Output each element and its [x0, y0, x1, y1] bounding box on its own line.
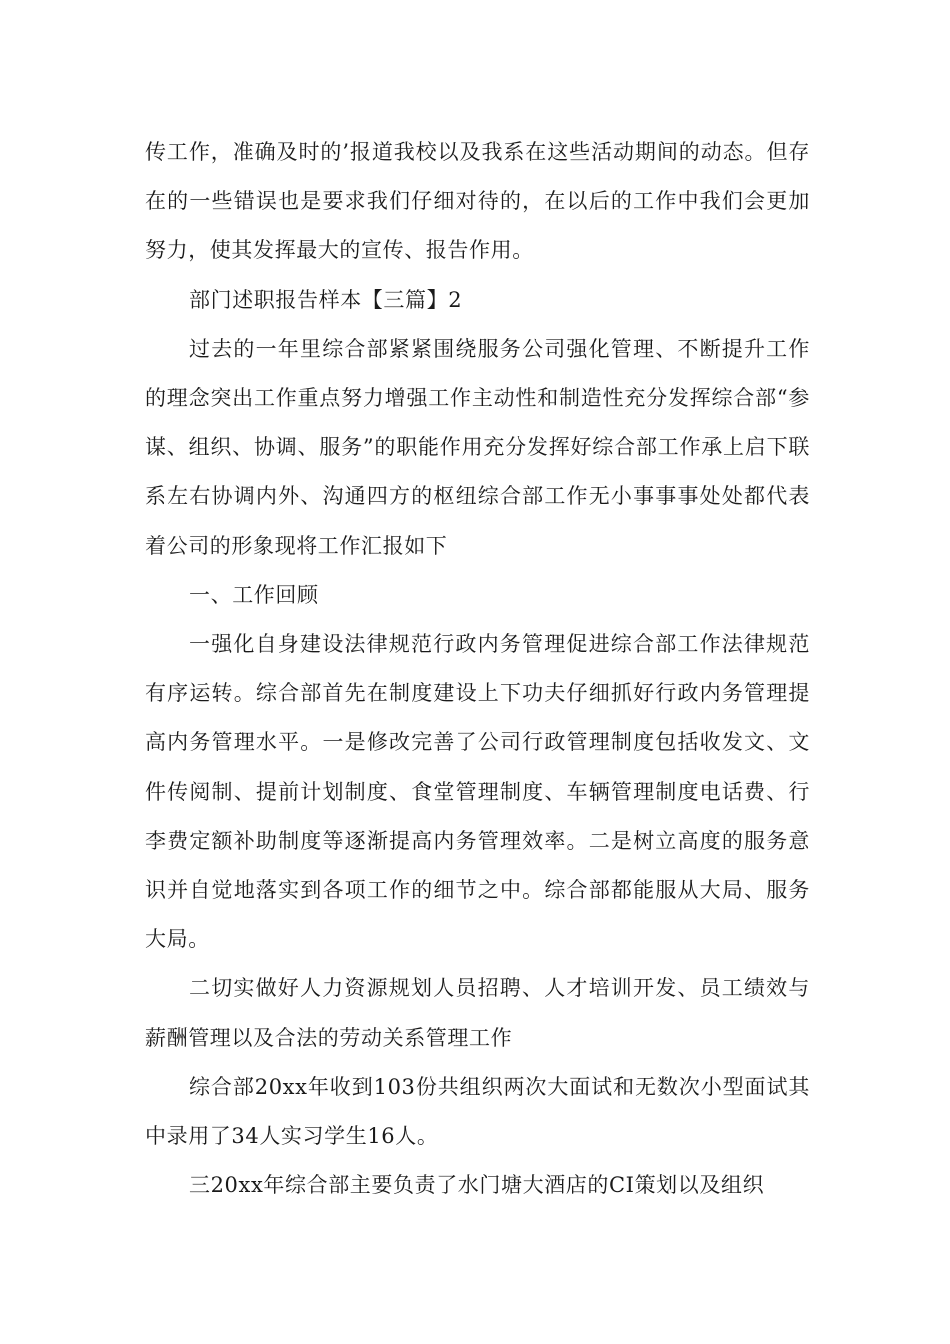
subsection-heading: 一、工作回顾 — [189, 582, 319, 607]
paragraph-item-3: 三20xx年综合部主要负责了水门塘大酒店的CI策划以及组织 — [189, 1173, 765, 1198]
document-body — [145, 128, 810, 1210]
paragraph-item-1: 一强化自身建设法律规范行政内务管理促进综合部工作法律规范有序运转。综合部首先在制度建设上下功夫仔细抓好行政内务管理提高内务管理水平。一是修改完善了公司行政管理制度包括收发文、文件传阅制、提前计划制度、食堂管理制度、车辆管理制度电话费、行李费定额补助制度等逐渐提高内务管理效率。二是树立高度的服务意识并自觉地落实到各项工作的细节之中。综合部都能服从大局、服务大局。 — [145, 632, 810, 952]
paragraph-recruitment: 综合部20xx年收到103份共组织两次大面试和无数次小型面试其中录用了34人实习学生16人。 — [145, 1074, 810, 1149]
paragraph-item-2: 二切实做好人力资源规划人员招聘、人才培训开发、员工绩效与薪酬管理以及合法的劳动关系管理工作 — [145, 976, 810, 1050]
paragraph-1: 传工作，准确及时的’报道我校以及我系在这些活动期间的动态。但存在的一些错误也是要求我们仔细对待的，在以后的工作中我们会更加努力，使其发挥最大的宣传、报告作用。 — [145, 140, 810, 263]
section-heading: 部门述职报告样本【三篇】2 — [189, 287, 463, 312]
paragraph-intro: 过去的一年里综合部紧紧围绕服务公司强化管理、不断提升工作的理念突出工作重点努力增强工作主动性和制造性充分发挥综合部“参谋、组织、协调、服务”的职能作用充分发挥好综合部工作承上启下联系左右协调内外、沟通四方的枢纽综合部工作无小事事事处处都代表着公司的形象现将工作汇报如下 — [145, 336, 810, 558]
